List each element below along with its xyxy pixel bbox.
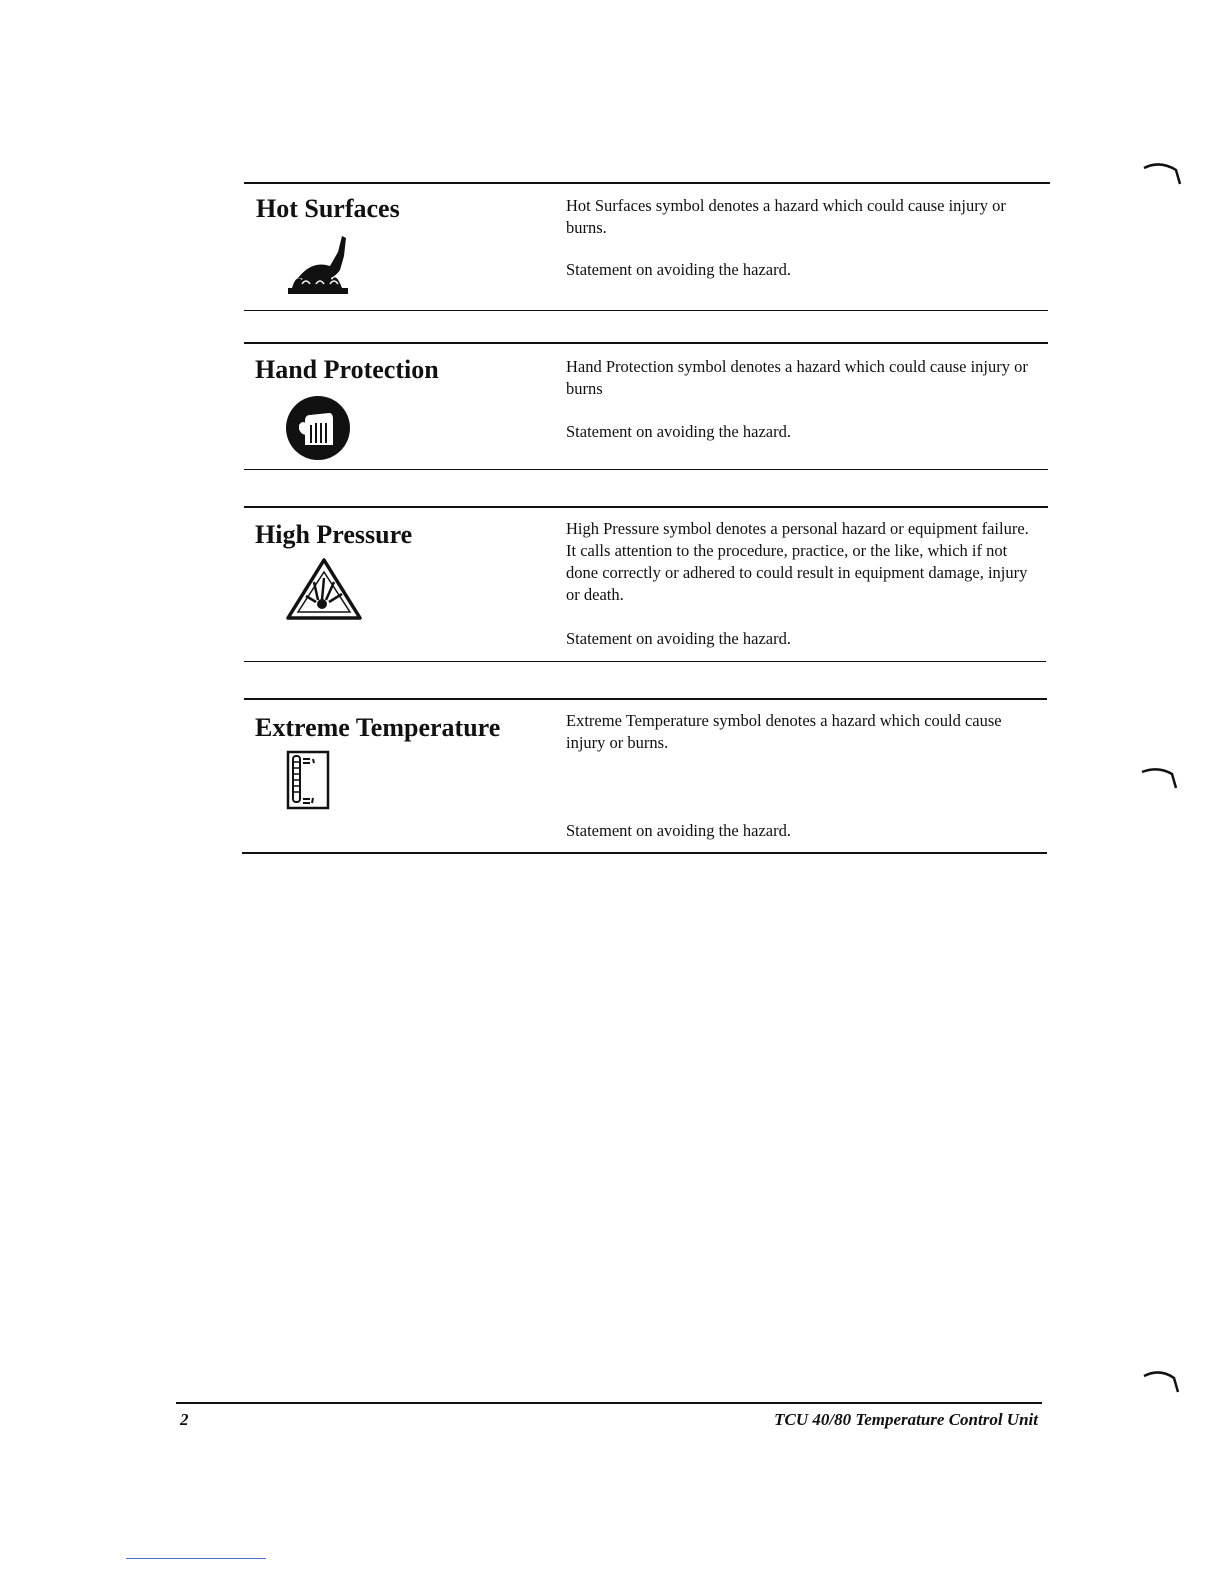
section-top-rule (244, 698, 1047, 700)
margin-mark-icon (1138, 766, 1184, 801)
section-title-hand-protection: Hand Protection (255, 355, 439, 384)
glove-icon (285, 395, 351, 466)
hazard-statement: Statement on avoiding the hazard. (566, 422, 791, 441)
footer-document-title: TCU 40/80 Temperature Control Unit (774, 1410, 1038, 1429)
thermometer-icon (286, 750, 330, 815)
section-top-rule (244, 342, 1048, 344)
section-description: High Pressure symbol denotes a personal hazard or equipment failure. It calls attention to the procedure, practice, or the like, which if not done correctly or adhered to could result in equipment damage, injury or death. (566, 519, 1029, 604)
section-bottom-rule (244, 469, 1048, 470)
divider (126, 1558, 266, 1559)
page-number: 2 (180, 1410, 189, 1429)
section-title-hot-surfaces: Hot Surfaces (256, 194, 400, 223)
section-top-rule (244, 182, 1050, 184)
hazard-statement: Statement on avoiding the hazard. (566, 260, 791, 279)
section-top-rule (244, 506, 1048, 508)
hazard-statement: Statement on avoiding the hazard. (566, 821, 791, 840)
explosion-warning-icon (284, 556, 364, 627)
margin-mark-icon (1140, 160, 1186, 195)
hazard-statement: Statement on avoiding the hazard. (566, 629, 791, 648)
section-description: Hot Surfaces symbol denotes a hazard which could cause injury or burns. (566, 196, 1006, 237)
section-description: Hand Protection symbol denotes a hazard which could cause injury or burns (566, 357, 1028, 398)
section-bottom-rule (242, 852, 1047, 854)
section-title-extreme-temperature: Extreme Temperature (255, 713, 501, 742)
section-bottom-rule (244, 661, 1046, 662)
hot-surfaces-icon (284, 230, 362, 303)
footer-rule (176, 1402, 1042, 1404)
section-bottom-rule (244, 310, 1048, 311)
section-title-high-pressure: High Pressure (255, 520, 413, 549)
margin-mark-icon (1140, 1368, 1186, 1403)
section-description: Extreme Temperature symbol denotes a hazard which could cause injury or burns. (566, 711, 1002, 752)
